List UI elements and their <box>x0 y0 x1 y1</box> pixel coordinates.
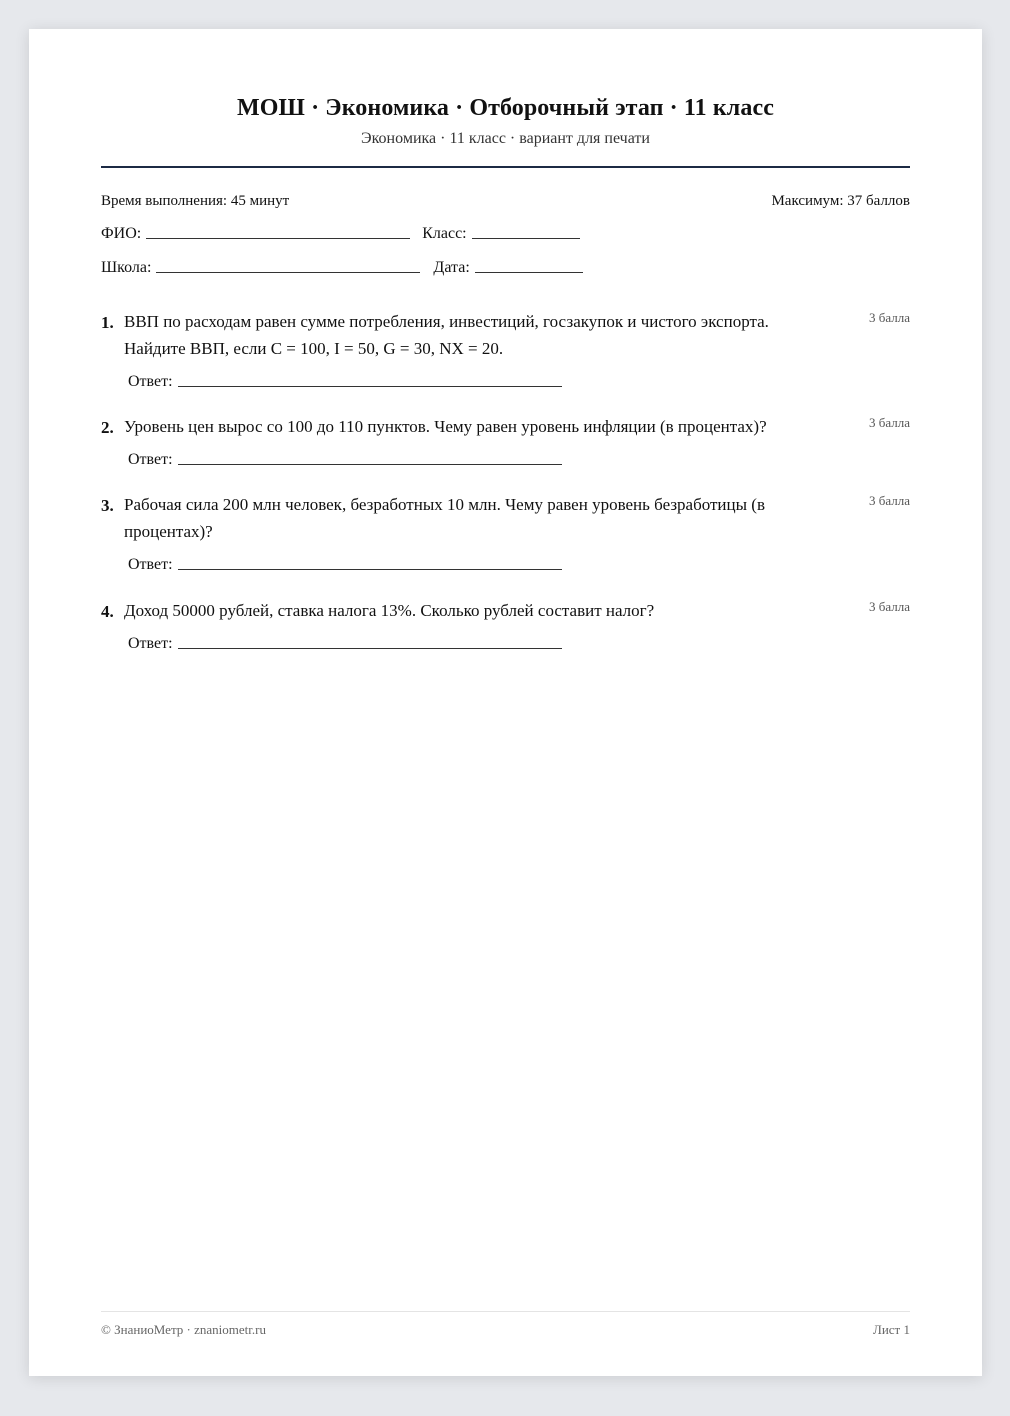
answer-label: Ответ: <box>128 635 173 652</box>
worksheet-page <box>29 29 982 1376</box>
question-number: 1. <box>101 313 114 332</box>
answer-field[interactable] <box>178 463 562 465</box>
name-field[interactable] <box>146 237 410 239</box>
name-label: ФИО: <box>101 225 142 242</box>
footer-copyright: © ЗнаниоМетр · znaniometr.ru <box>101 1322 266 1337</box>
question-text: Доход 50000 рублей, ставка налога 13%. Сколько рублей составит налог? <box>124 601 655 620</box>
meta-row <box>101 193 910 210</box>
question-number: 2. <box>101 418 114 437</box>
page-title: МОШ · Экономика · Отборочный этап · 11 класс <box>237 95 774 121</box>
header-divider <box>101 166 910 168</box>
class-field[interactable] <box>472 237 580 239</box>
answer-field[interactable] <box>178 568 562 570</box>
school-date-row <box>101 259 583 277</box>
question-text: ВВП по расходам равен сумме потребления, инвестиций, госзакупок и чистого экспорта. Найдите ВВП, если C = 100, I = 50, G = 30, NX = 20. <box>124 312 769 358</box>
date-field[interactable] <box>475 271 583 273</box>
question-number: 4. <box>101 602 114 621</box>
answer-label: Ответ: <box>128 451 173 468</box>
max-score: Максимум: 37 баллов <box>771 193 910 209</box>
name-class-row <box>101 225 580 243</box>
answer-label: Ответ: <box>128 373 173 390</box>
answer-field[interactable] <box>178 385 562 387</box>
footer-divider <box>101 1311 910 1312</box>
question-points: 3 балла <box>869 493 910 508</box>
answer-row <box>128 451 562 469</box>
date-label: Дата: <box>433 259 470 276</box>
question-points: 3 балла <box>869 599 910 614</box>
answer-row <box>128 635 562 653</box>
answer-row <box>128 373 562 391</box>
class-label: Класс: <box>422 225 467 242</box>
answer-label: Ответ: <box>128 556 173 573</box>
page-footer <box>101 1322 910 1338</box>
school-label: Школа: <box>101 259 152 276</box>
time-limit: Время выполнения: 45 минут <box>101 193 290 209</box>
question-number: 3. <box>101 496 114 515</box>
answer-row <box>128 556 562 574</box>
page-subtitle: Экономика · 11 класс · вариант для печати <box>361 130 650 147</box>
question-points: 3 балла <box>869 415 910 430</box>
question-text: Рабочая сила 200 млн человек, безработных 10 млн. Чему равен уровень безработицы (в процентах)? <box>124 495 765 541</box>
page-number: Лист 1 <box>873 1322 910 1337</box>
question-points: 3 балла <box>869 310 910 325</box>
answer-field[interactable] <box>178 647 562 649</box>
question-text: Уровень цен вырос со 100 до 110 пунктов. Чему равен уровень инфляции (в процентах)? <box>124 417 767 436</box>
school-field[interactable] <box>156 271 420 273</box>
